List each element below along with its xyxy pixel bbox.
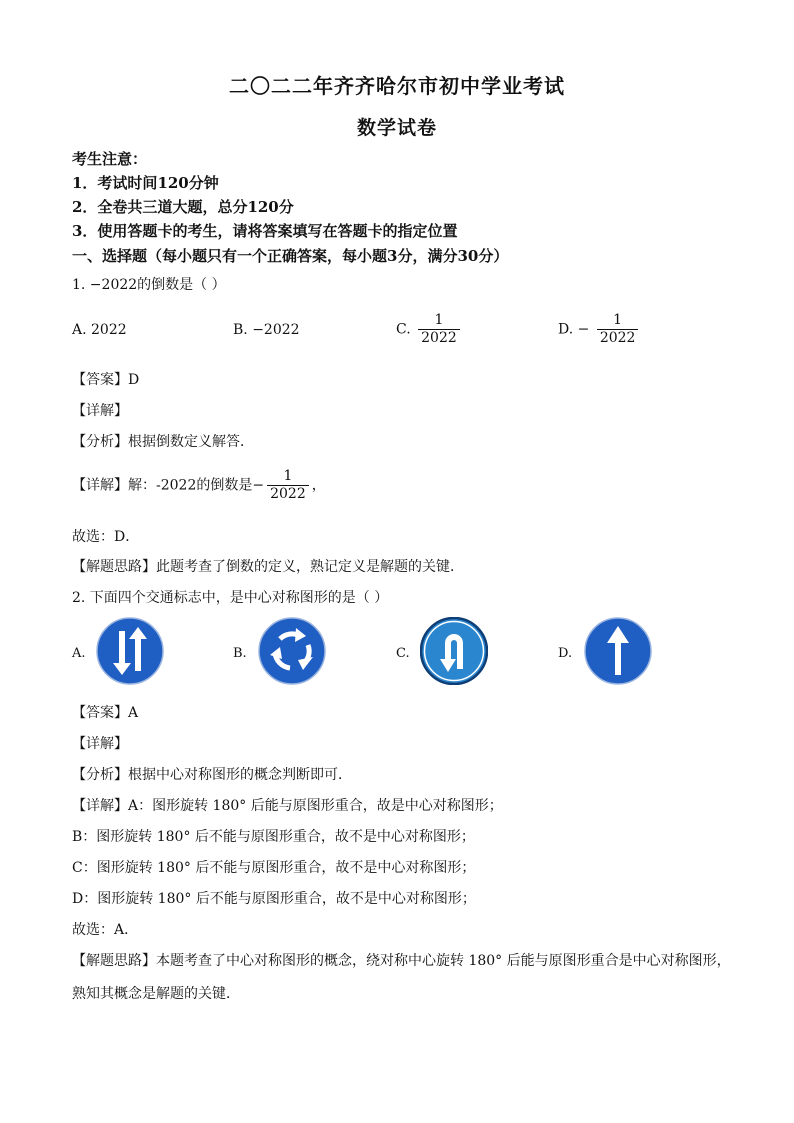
q1-explanation [72,468,326,503]
page-subtitle: 数学试卷 [356,117,437,139]
q1-detail-tag: 【详解】 [72,403,128,419]
q2-thinking-line-1: 【解题思路】本题考查了中心对称图形的概念，绕对称中心旋转 180° 后能与原图形重合是中心对称图形， [72,953,731,969]
explanation-sign: − [252,477,265,494]
q1-answer [72,369,139,389]
q2-label-c: C. [396,646,410,661]
q1-option-b: B. −2022 [233,322,300,338]
answer-tag: 【答案】 [72,705,128,721]
q2-choose: 故选：A． [72,922,139,938]
notice-item: 3．使用答题卡的考生，请将答案填写在答题卡的指定位置 [72,222,458,240]
q2-detail-line-a: 【详解】A：图形旋转 180° 后能与原图形重合，故是中心对称图形； [72,798,503,814]
q2-analysis: 【分析】根据中心对称图形的概念判断即可． [72,767,352,783]
q2-label-d: D. [558,646,573,661]
q1-option-c [396,312,463,347]
answer-value: D [128,372,140,388]
answer-value: A [128,705,139,721]
question-1-stem: 1. −2022的倒数是（ ） [72,277,226,293]
q1-option-c-label: C. [396,321,411,338]
section-heading: 一、选择题（每小题只有一个正确答案，每小题3分，满分30分） [72,247,509,265]
q2-answer [72,702,138,722]
q2-label-b: B. [233,646,247,661]
q1-thinking: 【解题思路】此题考查了倒数的定义，熟记定义是解题的关键． [72,559,464,575]
q2-detail-line-d: D：图形旋转 180° 后不能与原图形重合，故不是中心对称图形； [72,891,476,907]
notice-heading: 考生注意： [72,150,148,168]
up-arrow-icon [584,617,652,685]
q2-detail-tag: 【详解】 [72,736,128,752]
page-title: 二〇二二年齐齐哈尔市初中学业考试 [229,74,565,98]
question-2-stem: 2. 下面四个交通标志中，是中心对称图形的是（ ） [72,590,389,606]
roundabout-icon [258,617,326,685]
notice-item: 2．全卷共三道大题，总分120分 [72,198,294,216]
q1-analysis: 【分析】根据倒数定义解答． [72,434,254,450]
fraction-denominator: 2022 [267,485,309,503]
q2-detail-line-b: B：图形旋转 180° 后不能与原图形重合，故不是中心对称图形； [72,829,475,845]
q1-option-d [558,312,641,347]
q2-thinking-line-2: 熟知其概念是解题的关键． [72,986,240,1002]
q1-option-d-fraction [597,312,639,347]
q1-choose: 故选：D． [72,529,140,545]
explanation-text: 【详解】解：-2022的倒数是 [72,477,253,494]
notice-item: 1．考试时间120分钟 [72,174,219,192]
fraction-numerator: 1 [613,312,623,328]
up-down-arrows-icon [96,617,164,685]
u-turn-icon [420,617,488,685]
explanation-fraction [267,468,309,503]
explanation-suffix: ， [311,477,326,494]
fraction-numerator: 1 [434,312,444,328]
q2-detail-line-c: C：图形旋转 180° 后不能与原图形重合，故不是中心对称图形； [72,860,476,876]
q2-label-a: A. [72,646,86,661]
answer-tag: 【答案】 [72,372,128,388]
fraction-numerator: 1 [283,468,293,484]
q1-option-c-fraction [418,312,460,347]
fraction-denominator: 2022 [418,329,460,347]
q1-option-d-label: D. − [558,321,590,338]
q1-option-a: A. 2022 [72,322,127,338]
fraction-denominator: 2022 [597,329,639,347]
